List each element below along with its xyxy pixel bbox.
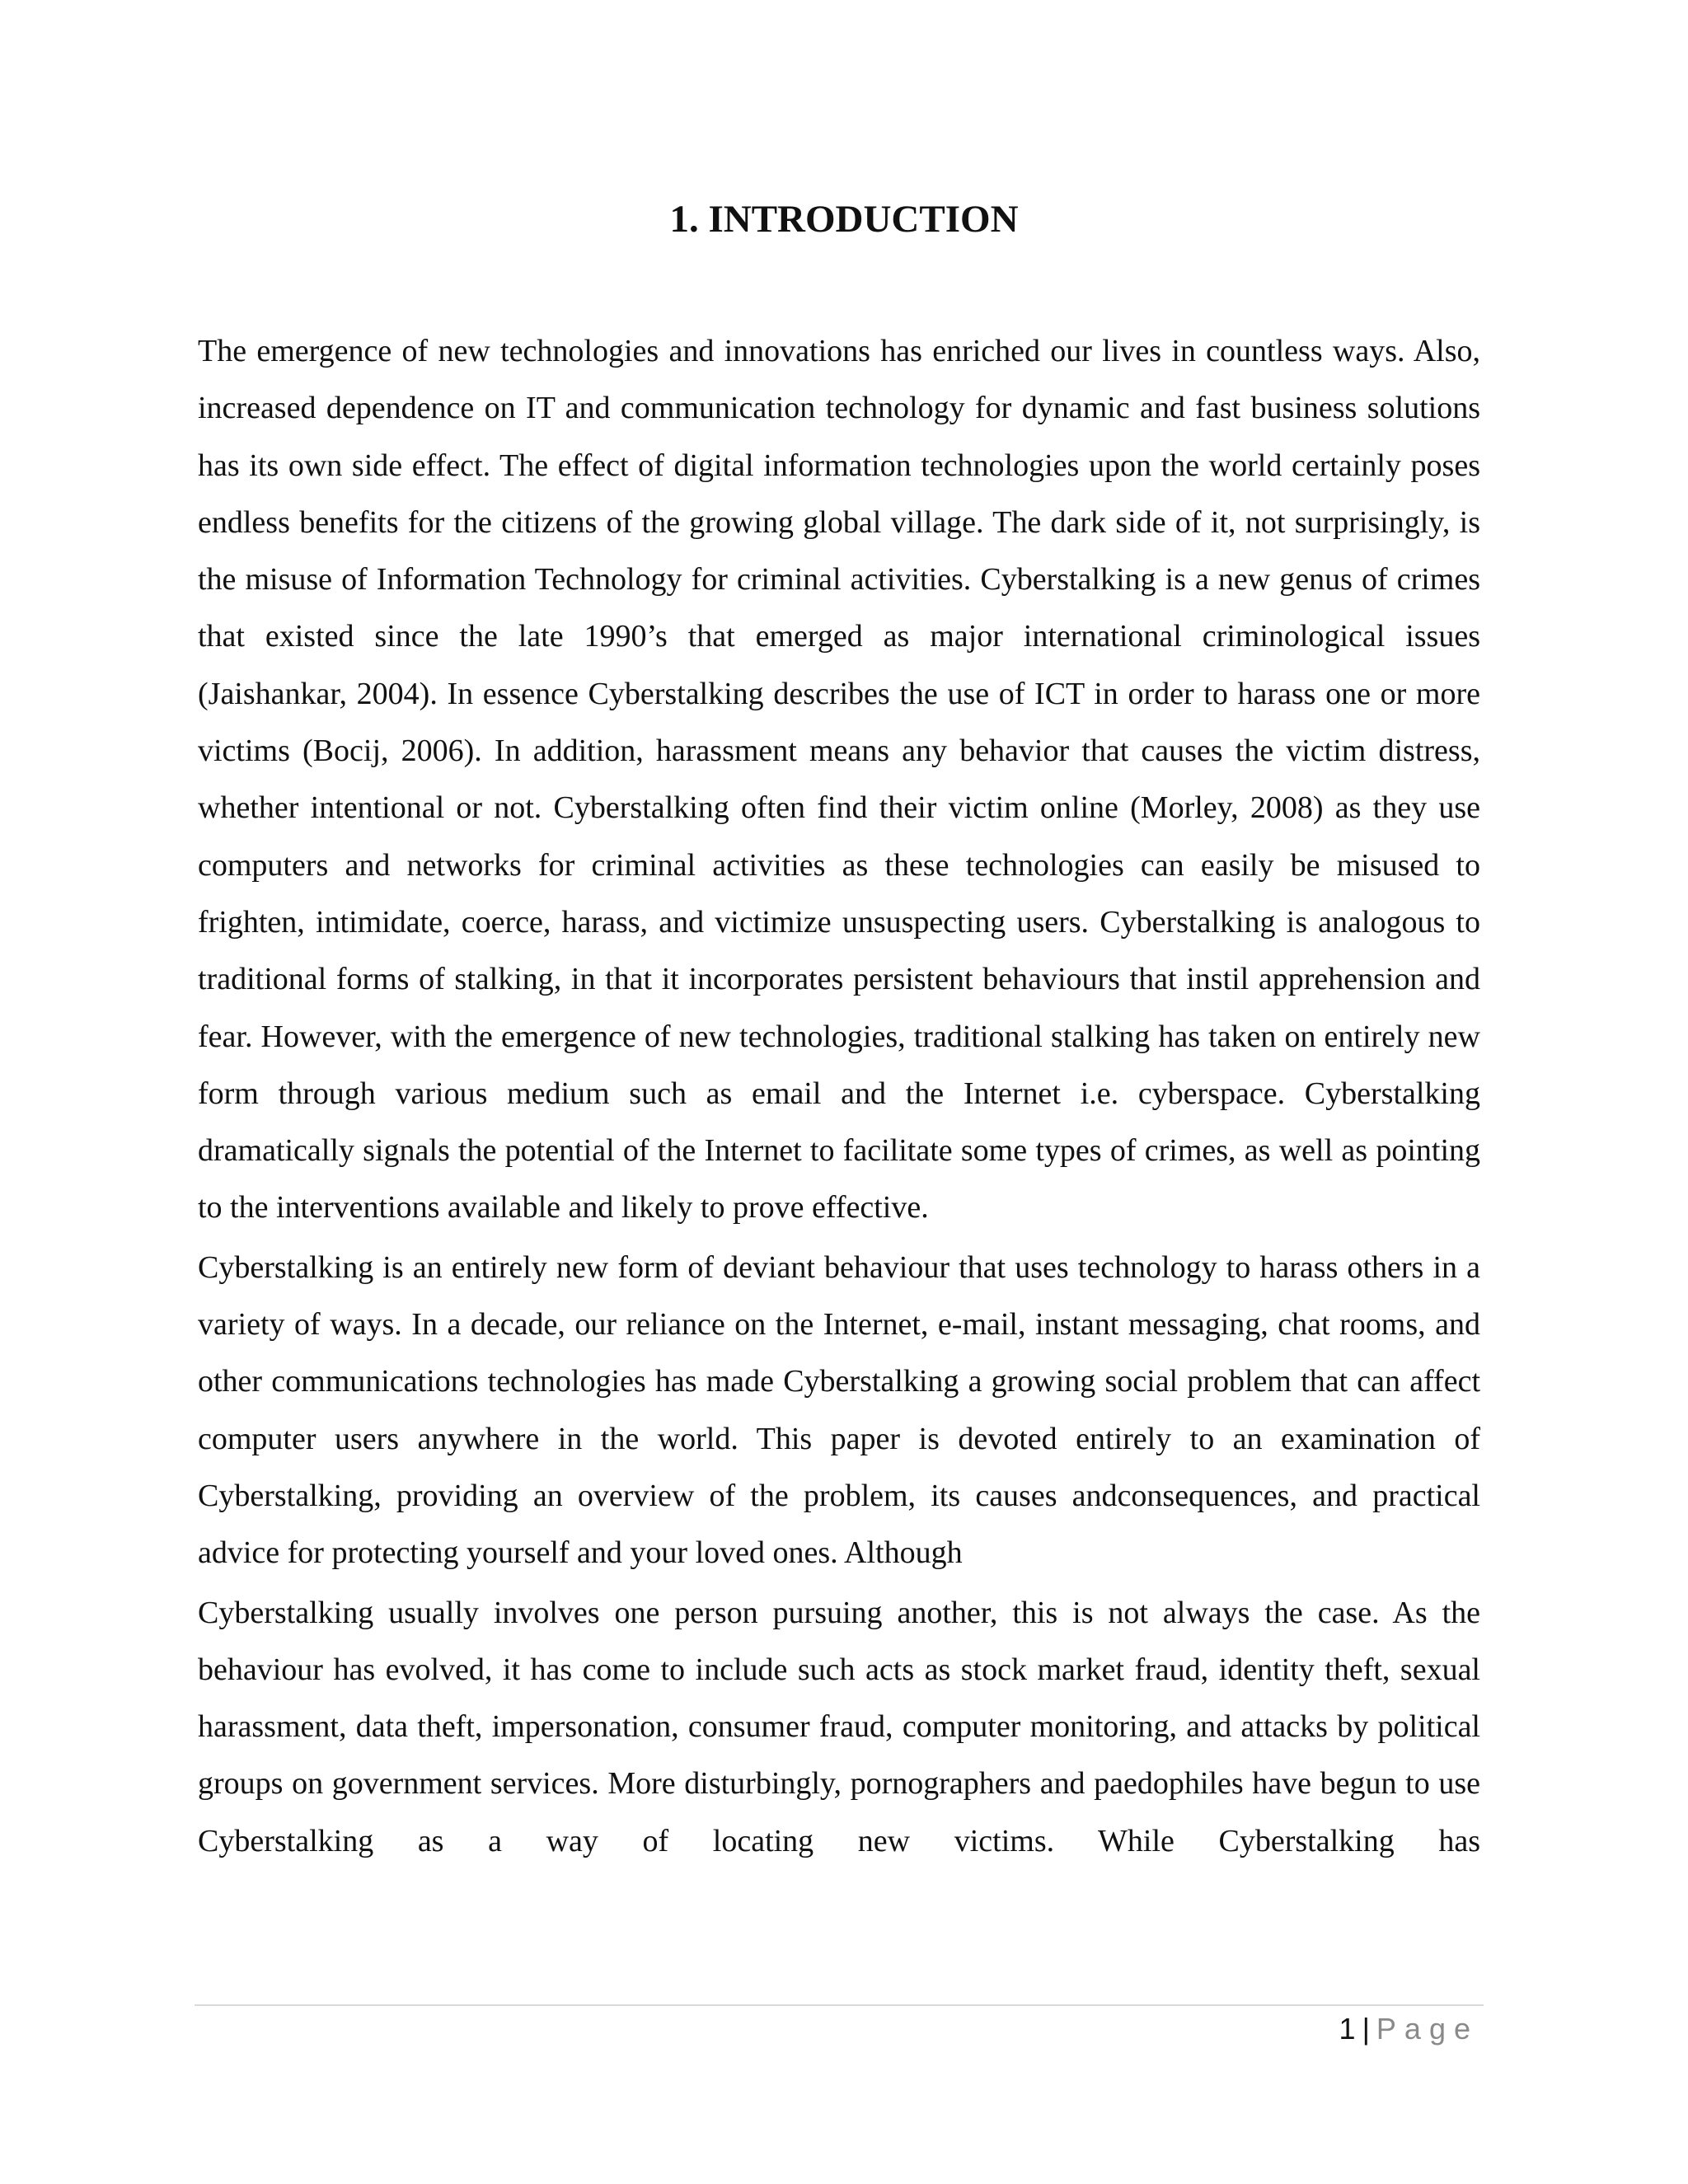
footer-divider [195, 2004, 1484, 2006]
paragraph-3: Cyberstalking usually involves one person pursuing another, this is not always the case. As the behaviour has evolved, it has come to include such acts as stock market fraud, identity theft, sexual harassment, data theft, impersonation, consumer fraud, computer monitoring, and attacks by political groups on government services. More disturbingly, pornographers and paedophiles have begun to use Cyberstalking as a way of locating new victims. While Cyberstalking has [198, 1595, 1480, 1858]
page-number: 1 [1339, 2012, 1356, 2046]
page-footer [1339, 2011, 1479, 2047]
paragraph-2: Cyberstalking is an entirely new form of deviant behaviour that uses technology to harass others in a variety of ways. In a decade, our reliance on the Internet, e-mail, instant messaging, chat rooms, and other communications technologies has made Cyberstalking a growing social problem that can affect computer users anywhere in the world. This paper is devoted entirely to an examination of Cyberstalking, providing an overview of the problem, its causes andconsequences, and practical advice for protecting yourself and your loved ones. Although [198, 1249, 1480, 1571]
section-heading: 1. INTRODUCTION [669, 198, 1019, 241]
footer-separator: | [1362, 2012, 1370, 2046]
paragraph-1: The emergence of new technologies and innovations has enriched our lives in countless ways. Also, increased dependence on IT and communication technology for dynamic and fast business solutions has its own side effect. The effect of digital information technologies upon the world certainly poses endless benefits for the citizens of the growing global village. The dark side of it, not surprisingly, is the misuse of Information Technology for criminal activities. Cyberstalking is a new genus of crimes that existed since the late 1990’s that emerged as major international criminological issues (Jaishankar, 2004). In essence Cyberstalking describes the use of ICT in order to harass one or more victims (Bocij, 2006). In addition, harassment means any behavior that causes the victim distress, whether intentional or not. Cyberstalking often find their victim online (Morley, 2008) as they use computers and networks for criminal activities as these technologies can easily be misused to frighten, intimidate, coerce, harass, and victimize unsuspecting users. Cyberstalking is analogous to traditional forms of stalking, in that it incorporates persistent behaviours that instil apprehension and fear. However, with the emergence of new technologies, traditional stalking has taken on entirely new form through various medium such as email and the Internet i.e. cyberspace. Cyberstalking dramatically signals the potential of the Internet to facilitate some types of crimes, as well as pointing to the interventions available and likely to prove effective. [198, 334, 1480, 1226]
page-label: Page [1376, 2012, 1479, 2046]
body-text [198, 323, 1480, 1870]
